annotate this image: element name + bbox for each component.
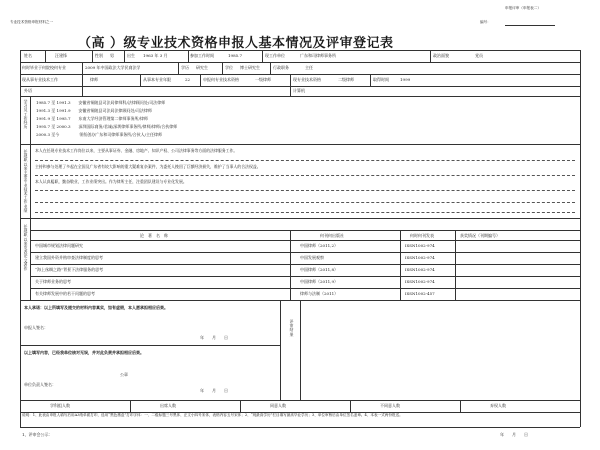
degree2-label: 学位 [225, 65, 233, 70]
review-col: 同意人数 [270, 403, 286, 408]
history-row: 1991.3 至 1991.9 安徽省铜陵县司法局法律顾问处/司法律师 [36, 108, 152, 113]
work-start-label: 参加工作时间 [190, 53, 214, 58]
work-paragraph-2: 主持和参与处理了多起在全国及广东省有较大影响的重大疑难复杂案件，为委托人挽回了巨额经济损失，维护了当事人的合法权益。 [35, 164, 261, 169]
name-label: 姓名 [24, 53, 32, 58]
work-paragraph-3: 本人认真履职，勤奋敬业，工作业绩突出。作为律所主任，注重团队建设与专业化发展。 [35, 179, 187, 184]
applicant-sign-label: 申报人签名： [24, 325, 48, 330]
gender-label: 性别 [95, 53, 103, 58]
serial-label: 编号： [480, 20, 491, 24]
degree: 研究生 [196, 65, 208, 70]
current-job-label: 现从事专业技术工作 [22, 77, 58, 82]
papers-col-title: 论 著 名 称 [140, 233, 168, 238]
foreign-label: 外语 [24, 88, 32, 93]
applicant-name: 汪建锋 [55, 53, 67, 58]
unit-verify-text: 以上填写内容，已经我单位核对无误，并对此负责并承担相应后果。 [24, 350, 144, 355]
papers-col-press: 何刊何出版社 [320, 233, 344, 238]
unit-date: 年 月 日 [200, 388, 228, 393]
get-time-label: 取得时间 [373, 77, 389, 82]
birth-date: 1963 年 3 月 [143, 53, 168, 58]
work-unit-label: 现工作单位 [265, 53, 285, 58]
gender: 男 [110, 53, 114, 58]
paper-no: ISSN1002-974 [405, 243, 435, 248]
papers-col-time: 何时何刊发表 [410, 233, 434, 238]
party-label: 政治面貌 [433, 53, 449, 58]
history-row: 1991.9 至 1995.7 东南大学经济管理第二律师事务所/律师 [36, 116, 148, 121]
years-label: 从事本专业年限 [143, 77, 171, 82]
review-col: 弃权人数 [490, 403, 506, 408]
education: 2009 年中国政法大学民商法学 [85, 65, 141, 70]
history-section-label: 学习及工作经历 [23, 99, 28, 130]
edu-label: 何时毕业于何院校何专业 [22, 65, 66, 70]
current-job: 律师 [90, 77, 98, 82]
degree2: 博士研究生 [240, 65, 260, 70]
history-row: 2000.3 至今 领衔创办广东和司律师事务所/合伙人/主任律师 [36, 132, 162, 137]
paper-no: ISSN1002-974 [405, 267, 435, 272]
paper-press: 中国律师（2011,2） [300, 243, 338, 248]
work-unit: 广东和司律师事务所 [300, 53, 336, 58]
birth-label: 出生 [127, 53, 135, 58]
work-section-label: 任现职以来主要专业技术工作业绩 [23, 149, 28, 213]
admin-post: 主任 [305, 65, 313, 70]
declaration-text: 本人承诺：以上所填写及提交的材料内容真实，如有虚假，本人愿承担相应后果。 [24, 305, 168, 310]
paper-title: 关于律师业务的思考 [35, 279, 71, 284]
degree-label: 学历 [181, 65, 189, 70]
paper-title: 建立我国外资并购审查法律制度的思考 [35, 255, 103, 260]
current-title-label: 现专业技术资格 [293, 77, 321, 82]
paper-no: ISSN1002-974 [405, 279, 435, 284]
review-col: 出席人数 [160, 403, 176, 408]
work-paragraph-1: 本人在任现专业技术工作岗位以来，主要从事证券、金融、房地产、知识产权、公司法律事务等方面的法律服务工作。 [35, 148, 238, 153]
declaration-date: 年 月 日 [200, 335, 228, 340]
review-col: 学科组人数 [50, 403, 70, 408]
get-time: 1999 [400, 77, 411, 82]
unit-sign-label: 单位负责人签名： [24, 382, 56, 387]
top-note: 专业技术资格申报材料之一 [10, 20, 54, 24]
paper-no: ISSN1002-974 [405, 255, 435, 260]
paper-no: ISSN1002-457 [405, 291, 435, 296]
work-start: 1985.7 [228, 53, 242, 58]
paper-title: “海上丝绸之路”背景下法律服务的思考 [35, 267, 104, 272]
paper-press: 律师与法制（2011） [300, 291, 339, 296]
paper-title: 中国城市规划法律问题研究 [35, 243, 83, 248]
form-code: 申报评审（申报表二） [505, 6, 541, 10]
stamp-label: 公章 [120, 372, 128, 377]
paper-title: 有关律师发展中的若干问题的思考 [35, 291, 95, 296]
admin-label: 行政职务 [273, 65, 289, 70]
footer-right: 年 月 日 [500, 432, 528, 437]
current-title: 二级律师 [338, 77, 354, 82]
paper-press: 中国律师（2011,9） [300, 279, 338, 284]
paper-press: 中国发展观察 [300, 255, 324, 260]
apply-title: 一级律师 [255, 77, 271, 82]
papers-section-label: 任现职以来发表论文著作 [23, 224, 28, 272]
notes: 说明：1、此表由申报人填写后用A3纸单面打印，选用“黑色墨盒”打印字体：一、二级标题三号黑体、正文小四号宋体，表格内容五号宋体；2、“现最高学历”栏目填写最高毕业学历；3、单位审核后由单位签名盖章。4、本表一式两份报送。 [22, 413, 403, 417]
papers-col-award: 获奖情况（刊期编号） [460, 233, 500, 238]
paper-press: 中国律师（2011,8） [300, 267, 338, 272]
computer-label: 计算机 [293, 88, 305, 93]
history-row: 1995.7 至 2000.3 深圳国际商务/君诚/深圳律师事务所/律师/律师/合伙律师 [36, 124, 178, 129]
page-title: （高 ）级专业技术资格申报人基本情况及评审登记表 [78, 36, 394, 51]
footer-left: 1、评审会公示： [22, 432, 53, 437]
years: 22 [185, 77, 191, 82]
review-label: 评审结果 [289, 319, 294, 337]
apply-label: 申报何专业技术资格 [203, 77, 239, 82]
party: 党员 [475, 53, 483, 58]
history-row: 1985.7 至 1991.3 安徽省铜陵县司法局律师科/法律顾问处/司法律师 [36, 100, 166, 105]
review-col: 不同意人数 [380, 403, 400, 408]
